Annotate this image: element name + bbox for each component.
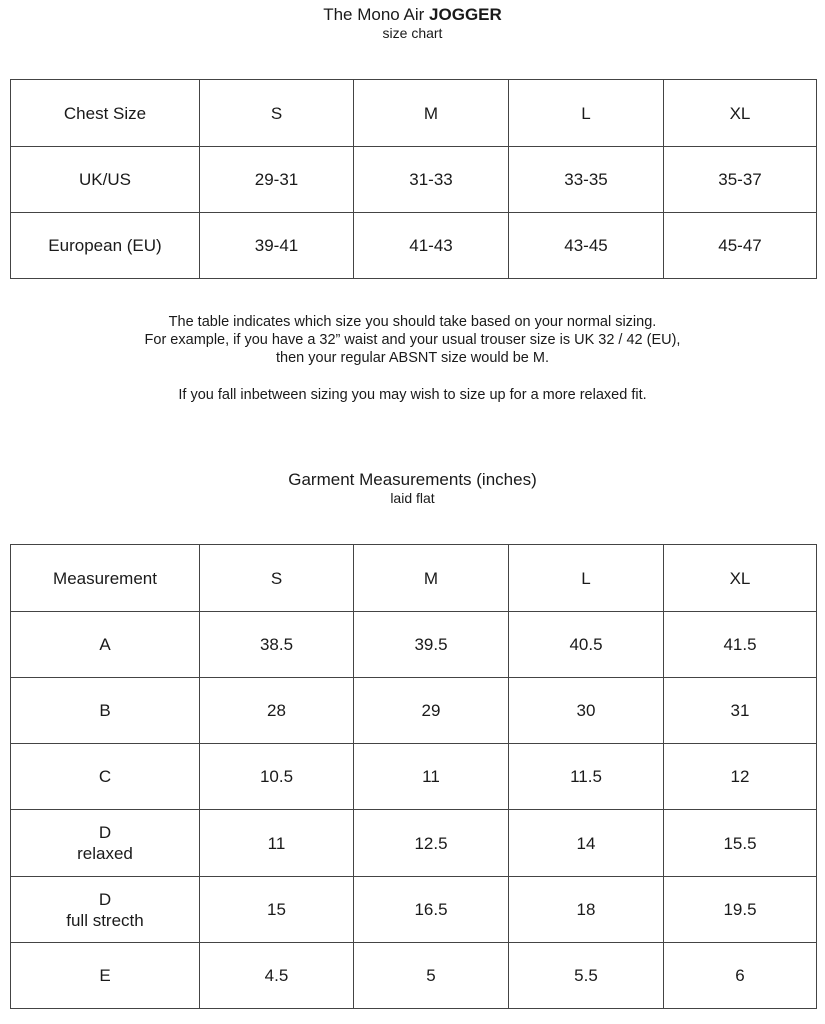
size-table-header-cell: Chest Size xyxy=(11,80,200,147)
table-row xyxy=(11,678,817,744)
page-title xyxy=(0,5,825,25)
table-row xyxy=(11,612,817,678)
table-cell: 41-43 xyxy=(354,213,509,279)
table-row xyxy=(11,943,817,1009)
table-cell: 6 xyxy=(664,943,817,1009)
row-label-sub: relaxed xyxy=(77,844,133,863)
note-line: then your regular ABSNT size would be M. xyxy=(276,350,549,366)
row-label-main: D xyxy=(98,889,112,909)
table-cell: 39.5 xyxy=(354,612,509,678)
table-cell: 11.5 xyxy=(509,744,664,810)
garment-table-header-cell: L xyxy=(509,545,664,612)
size-table-header-cell: M xyxy=(354,80,509,147)
page-header xyxy=(0,5,825,42)
row-label: B xyxy=(11,678,200,744)
table-cell: 40.5 xyxy=(509,612,664,678)
table-cell: 43-45 xyxy=(509,213,664,279)
size-table-header-cell: S xyxy=(200,80,354,147)
table-cell: 10.5 xyxy=(200,744,354,810)
row-label-sub: full strecth xyxy=(66,910,144,930)
table-cell: 15 xyxy=(200,877,354,943)
table-row xyxy=(11,147,817,213)
garment-table-header-cell: Measurement xyxy=(11,545,200,612)
table-cell: 35-37 xyxy=(664,147,817,213)
row-label-main: D xyxy=(98,823,112,842)
table-cell: 29-31 xyxy=(200,147,354,213)
garment-section-header xyxy=(0,470,825,507)
table-cell: 14 xyxy=(509,810,664,877)
garment-table-header-cell: XL xyxy=(664,545,817,612)
garment-measurements-table xyxy=(10,544,817,1009)
note-line: For example, if you have a 32” waist and your usual trouser size is UK 32 / 42 (EU), xyxy=(144,332,681,348)
table-cell: 28 xyxy=(200,678,354,744)
sizing-note xyxy=(0,313,825,404)
row-label xyxy=(11,877,200,943)
row-label: A xyxy=(11,612,200,678)
table-cell: 5.5 xyxy=(509,943,664,1009)
table-cell: 5 xyxy=(354,943,509,1009)
table-row xyxy=(11,744,817,810)
row-label: E xyxy=(11,943,200,1009)
table-cell: 19.5 xyxy=(664,877,817,943)
size-table-header-cell: L xyxy=(509,80,664,147)
table-cell: 18 xyxy=(509,877,664,943)
table-cell: 41.5 xyxy=(664,612,817,678)
table-cell: 11 xyxy=(200,810,354,877)
page-subtitle: size chart xyxy=(382,25,443,41)
table-cell: 15.5 xyxy=(664,810,817,877)
row-label: European (EU) xyxy=(11,213,200,279)
size-table-header-cell: XL xyxy=(664,80,817,147)
row-label: UK/US xyxy=(11,147,200,213)
table-row xyxy=(11,213,817,279)
table-cell: 4.5 xyxy=(200,943,354,1009)
title-product-name: JOGGER xyxy=(429,5,502,24)
note-line: If you fall inbetween sizing you may wish to size up for a more relaxed fit. xyxy=(178,387,647,403)
table-cell: 29 xyxy=(354,678,509,744)
table-cell: 12.5 xyxy=(354,810,509,877)
garment-table-header-cell: S xyxy=(200,545,354,612)
table-cell: 30 xyxy=(509,678,664,744)
garment-table-header-row xyxy=(11,545,817,612)
garment-section-title: Garment Measurements (inches) xyxy=(288,470,537,489)
table-row xyxy=(11,877,817,943)
title-prefix: The Mono Air xyxy=(323,5,425,24)
table-cell: 38.5 xyxy=(200,612,354,678)
table-cell: 31-33 xyxy=(354,147,509,213)
garment-section-subtitle: laid flat xyxy=(390,490,435,506)
table-cell: 33-35 xyxy=(509,147,664,213)
size-table-header-row xyxy=(11,80,817,147)
table-row xyxy=(11,810,817,877)
garment-table-header-cell: M xyxy=(354,545,509,612)
table-cell: 45-47 xyxy=(664,213,817,279)
table-cell: 11 xyxy=(354,744,509,810)
table-cell: 12 xyxy=(664,744,817,810)
row-label: C xyxy=(11,744,200,810)
table-cell: 31 xyxy=(664,678,817,744)
size-chart-table xyxy=(10,79,817,279)
table-cell: 16.5 xyxy=(354,877,509,943)
note-line: The table indicates which size you should take based on your normal sizing. xyxy=(168,314,657,330)
row-label xyxy=(11,810,200,877)
table-cell: 39-41 xyxy=(200,213,354,279)
